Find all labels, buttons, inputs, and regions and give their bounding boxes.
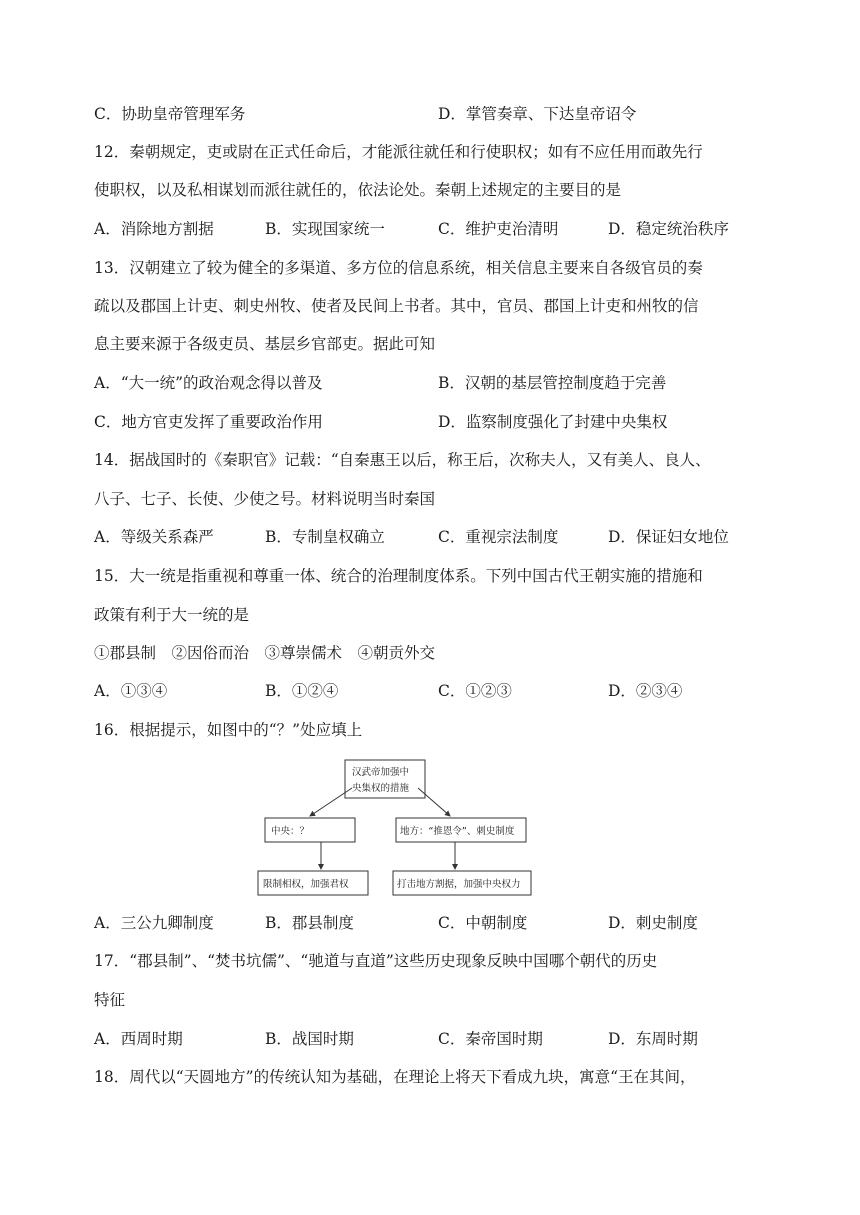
q15-items: ①郡县制 ②因俗而治 ③尊崇儒术 ④朝贡外交 (94, 644, 436, 662)
q14-option-b: B．专制皇权确立 (265, 528, 385, 546)
q17-option-c: C．秦帝国时期 (438, 1030, 543, 1048)
q14-stem-line2: 八子、七子、长使、少使之号。材料说明当时秦国 (94, 490, 436, 508)
q17-stem-line1: 17．“郡县制”、“焚书坑儒”、“驰道与直道”这些历史现象反映中国哪个朝代的历史 (94, 952, 658, 970)
q16-option-b: B．郡县制度 (265, 914, 354, 932)
q12-stem-line2: 使职权，以及私相谋划而派往就任的，依法论处。秦朝上述规定的主要目的是 (94, 181, 622, 199)
q16-option-d: D．刺史制度 (608, 914, 698, 932)
diagram-top-line1: 汉武帝加强中 (352, 767, 410, 778)
q15-option-c: C．①②③ (438, 682, 512, 700)
q15-option-a: A．①③④ (94, 682, 168, 700)
diagram-top-line2: 央集权的措施 (352, 783, 410, 794)
q17-stem-line2: 特征 (94, 991, 126, 1009)
q15-stem-line2: 政策有利于大一统的是 (94, 606, 250, 624)
q14-option-d: D．保证妇女地位 (608, 528, 729, 546)
q11-option-d: D．掌管奏章、下达皇帝诏令 (438, 105, 637, 123)
q16-flow-diagram (250, 758, 535, 900)
q13-option-d: D．监察制度强化了封建中央集权 (438, 413, 668, 431)
q16-stem: 16．根据提示，如图中的“？”处应填上 (94, 721, 363, 739)
diagram-right-bottom-text: 打击地方割据，加强中央权力 (397, 879, 521, 890)
q17-option-b: B．战国时期 (265, 1030, 354, 1048)
diagram-right-mid-text: 地方：“推恩令”、刺史制度 (400, 826, 515, 837)
q12-stem-line1: 12．秦朝规定，吏或尉在正式任命后，才能派往就任和行使职权；如有不应任用而敢先行 (94, 143, 703, 161)
q11-option-c: C．协助皇帝管理军务 (94, 105, 246, 123)
diagram-left-mid-text: 中央：？ (271, 826, 310, 837)
q13-option-b: B．汉朝的基层管控制度趋于完善 (438, 374, 667, 392)
q13-option-a: A．“大一统”的政治观念得以普及 (94, 374, 323, 392)
q13-option-c: C．地方官吏发挥了重要政治作用 (94, 413, 323, 431)
q17-option-d: D．东周时期 (608, 1030, 698, 1048)
q15-option-b: B．①②④ (265, 682, 339, 700)
q18-stem: 18．周代以“天圆地方”的传统认知为基础，在理论上将天下看成九块，寓意“王在其间， (94, 1068, 696, 1086)
q15-option-d: D．②③④ (608, 682, 683, 700)
q14-option-c: C．重视宗法制度 (438, 528, 559, 546)
diagram-left-bottom-text: 限制相权，加强君权 (263, 879, 349, 890)
q16-option-a: A．三公九卿制度 (94, 914, 214, 932)
q12-option-a: A．消除地方割据 (94, 220, 214, 238)
q13-stem-line2: 疏以及郡国上计吏、刺史州牧、使者及民间上书者。其中，官员、郡国上计吏和州牧的信 (94, 297, 699, 315)
q15-stem-line1: 15．大一统是指重视和尊重一体、统合的治理制度体系。下列中国古代王朝实施的措施和 (94, 567, 703, 585)
q16-option-c: C．中朝制度 (438, 914, 528, 932)
q12-option-d: D．稳定统治秩序 (608, 220, 729, 238)
q12-option-c: C．维护吏治清明 (438, 220, 559, 238)
q13-stem-line1: 13．汉朝建立了较为健全的多渠道、多方位的信息系统，相关信息主要来自各级官员的奏 (94, 259, 703, 277)
q17-option-a: A．西周时期 (94, 1030, 183, 1048)
q14-stem-line1: 14．据战国时的《秦职官》记载：“自秦惠王以后，称王后，次称夫人，又有美人、良人、 (94, 451, 711, 469)
q14-option-a: A．等级关系森严 (94, 528, 214, 546)
q13-stem-line3: 息主要来源于各级吏员、基层乡官部吏。据此可知 (94, 335, 436, 353)
q12-option-b: B．实现国家统一 (265, 220, 385, 238)
